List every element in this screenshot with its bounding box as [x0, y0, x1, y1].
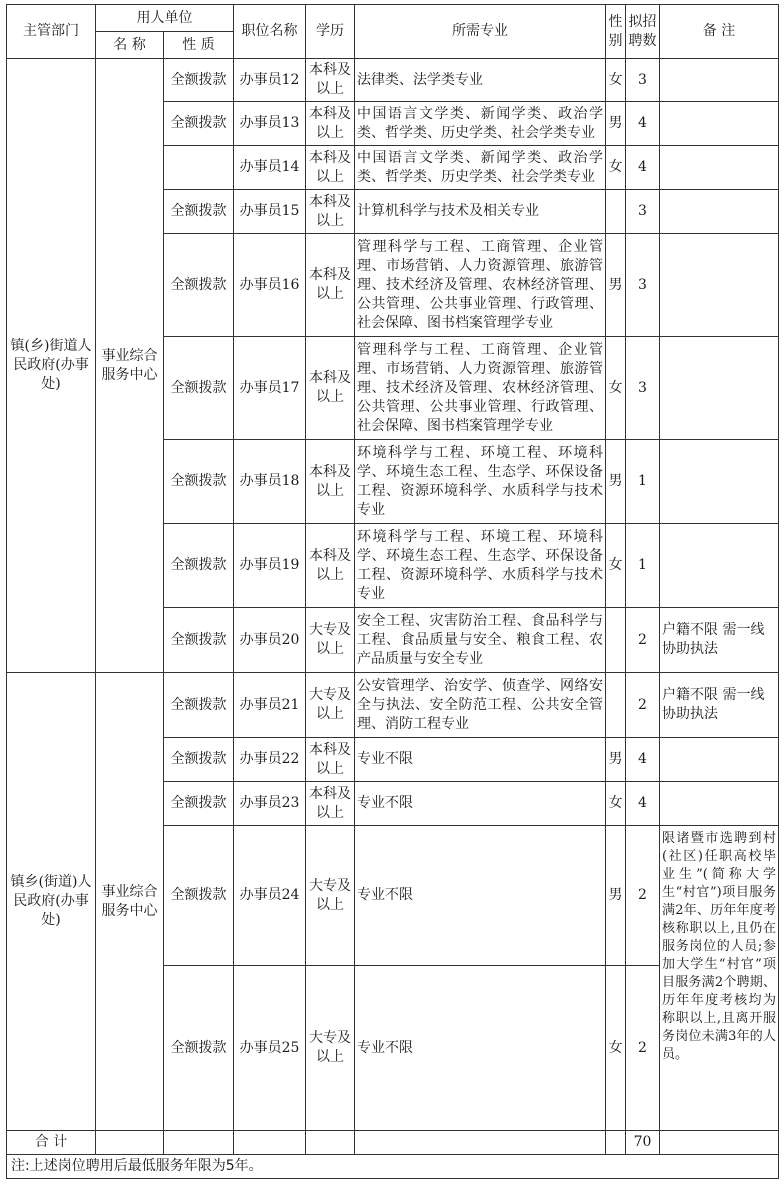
header-gender: 性别: [606, 5, 626, 59]
major-cell: 管理科学与工程、工商管理、企业管理、市场营销、人力资源管理、旅游管理、技术经济及管理、农林经济管理、公共管理、公共事业管理、行政管理、社会保障、图书档案管理学专业: [355, 234, 606, 337]
header-unit-name: 名 称: [96, 32, 164, 59]
position-cell: 办事员14: [234, 146, 306, 190]
major-cell: 管理科学与工程、工商管理、企业管理、市场营销、人力资源管理、旅游管理、技术经济及管理、农林经济管理、公共管理、公共事业管理、行政管理、社会保障、图书档案管理学专业: [355, 337, 606, 440]
unit-cell-group2: 事业综合服务中心: [96, 673, 164, 1131]
gender-cell: [606, 608, 626, 673]
table-row: [7, 59, 779, 102]
major-cell: 公安管理学、治安学、侦查学、网络安全与执法、安全防范工程、公共安全管理、消防工程专业: [355, 673, 606, 738]
nature-cell: 全额拨款: [164, 673, 234, 738]
nature-cell: 全额拨款: [164, 234, 234, 337]
gender-cell: 女: [606, 966, 626, 1131]
gender-cell: 男: [606, 440, 626, 524]
education-cell: 本科及以上: [306, 234, 355, 337]
major-cell: 中国语言文学类、新闻学类、政治学类、哲学类、历史学类、社会学类专业: [355, 102, 606, 146]
education-cell: 本科及以上: [306, 524, 355, 608]
position-cell: 办事员17: [234, 337, 306, 440]
remarks-cell: [660, 337, 779, 440]
nature-cell: 全额拨款: [164, 337, 234, 440]
remarks-cell: [660, 102, 779, 146]
major-cell: 专业不限: [355, 738, 606, 782]
position-cell: 办事员22: [234, 738, 306, 782]
header-quota: 拟招聘数: [626, 5, 660, 59]
dept-cell-group2: 镇乡(街道)人民政府(办事处): [7, 673, 96, 1131]
remarks-cell: [660, 234, 779, 337]
major-cell: 环境科学与工程、环境工程、环境科学、环境生态工程、生态学、环保设备工程、资源环境科学、水质科学与技术专业: [355, 440, 606, 524]
remarks-cell: [660, 782, 779, 826]
header-dept: 主管部门: [7, 5, 96, 59]
quota-cell: 3: [626, 59, 660, 102]
position-cell: 办事员20: [234, 608, 306, 673]
nature-cell: 全额拨款: [164, 608, 234, 673]
nature-cell: 全额拨款: [164, 966, 234, 1131]
remarks-cell: [660, 146, 779, 190]
quota-cell: 3: [626, 190, 660, 234]
gender-cell: [606, 673, 626, 738]
quota-cell: 3: [626, 337, 660, 440]
quota-cell: 4: [626, 782, 660, 826]
education-cell: 本科及以上: [306, 146, 355, 190]
major-cell: 专业不限: [355, 826, 606, 966]
education-cell: 本科及以上: [306, 440, 355, 524]
gender-cell: 女: [606, 524, 626, 608]
education-cell: 本科及以上: [306, 59, 355, 102]
remarks-cell: [660, 524, 779, 608]
nature-cell: 全额拨款: [164, 826, 234, 966]
footnote-row: [7, 1155, 779, 1179]
major-cell: 安全工程、灾害防治工程、食品科学与工程、食品质量与安全、粮食工程、农产品质量与安全专业: [355, 608, 606, 673]
header-unit-nature: 性 质: [164, 32, 234, 59]
total-empty-cell: [96, 1131, 164, 1155]
gender-cell: [606, 190, 626, 234]
total-label: 合 计: [7, 1131, 96, 1155]
education-cell: 大专及以上: [306, 673, 355, 738]
gender-cell: 女: [606, 782, 626, 826]
quota-cell: 3: [626, 234, 660, 337]
remarks-cell: [660, 440, 779, 524]
header-employer: 用人单位: [96, 5, 234, 32]
gender-cell: 女: [606, 59, 626, 102]
nature-cell: 全额拨款: [164, 190, 234, 234]
unit-cell-group1: 事业综合服务中心: [96, 59, 164, 673]
recruitment-table: [6, 4, 779, 1179]
position-cell: 办事员18: [234, 440, 306, 524]
nature-cell: 全额拨款: [164, 524, 234, 608]
education-cell: 本科及以上: [306, 190, 355, 234]
education-cell: 本科及以上: [306, 102, 355, 146]
total-empty-cell: [606, 1131, 626, 1155]
quota-cell: 2: [626, 608, 660, 673]
position-cell: 办事员23: [234, 782, 306, 826]
quota-cell: 2: [626, 826, 660, 966]
gender-cell: 男: [606, 826, 626, 966]
quota-cell: 1: [626, 524, 660, 608]
nature-cell: 全额拨款: [164, 782, 234, 826]
total-row: [7, 1131, 779, 1155]
remarks-cell: 户籍不限 需一线协助执法: [660, 673, 779, 738]
nature-cell: 全额拨款: [164, 102, 234, 146]
quota-cell: 4: [626, 102, 660, 146]
total-empty-cell: [164, 1131, 234, 1155]
position-cell: 办事员21: [234, 673, 306, 738]
gender-cell: 男: [606, 738, 626, 782]
major-cell: 环境科学与工程、环境工程、环境科学、环境生态工程、生态学、环保设备工程、资源环境科学、水质科学与技术专业: [355, 524, 606, 608]
total-empty-cell: [234, 1131, 306, 1155]
position-cell: 办事员25: [234, 966, 306, 1131]
education-cell: 大专及以上: [306, 608, 355, 673]
total-empty-cell: [660, 1131, 779, 1155]
position-cell: 办事员16: [234, 234, 306, 337]
nature-cell: 全额拨款: [164, 738, 234, 782]
nature-cell: 全额拨款: [164, 59, 234, 102]
major-cell: 专业不限: [355, 966, 606, 1131]
header-position: 职位名称: [234, 5, 306, 59]
table-row: [7, 673, 779, 738]
education-cell: 本科及以上: [306, 738, 355, 782]
footnote: 注:上述岗位聘用后最低服务年限为5年。: [7, 1155, 779, 1179]
header-education: 学历: [306, 5, 355, 59]
gender-cell: 男: [606, 234, 626, 337]
major-cell: 法律类、法学类专业: [355, 59, 606, 102]
education-cell: 大专及以上: [306, 826, 355, 966]
gender-cell: 女: [606, 146, 626, 190]
nature-cell: 全额拨款: [164, 440, 234, 524]
header-major: 所需专业: [355, 5, 606, 59]
merged-remarks-cell: 限诸暨市选聘到村(社区)任职高校毕业生”(简称大学生“村官”)项目服务满2年、历年年度考核称职以上,且仍在服务岗位的人员;参加大学生“村官”项目服务满2个聘期、历年年度考核均为称职以上,且离开服务岗位未满3年的人员。: [660, 826, 779, 1131]
education-cell: 大专及以上: [306, 966, 355, 1131]
position-cell: 办事员13: [234, 102, 306, 146]
gender-cell: 女: [606, 337, 626, 440]
quota-cell: 4: [626, 738, 660, 782]
position-cell: 办事员15: [234, 190, 306, 234]
major-cell: 计算机科学与技术及相关专业: [355, 190, 606, 234]
education-cell: 本科及以上: [306, 337, 355, 440]
remarks-cell: [660, 738, 779, 782]
total-quota: 70: [626, 1131, 660, 1155]
gender-cell: 男: [606, 102, 626, 146]
education-cell: 本科及以上: [306, 782, 355, 826]
quota-cell: 2: [626, 966, 660, 1131]
major-cell: 中国语言文学类、新闻学类、政治学类、哲学类、历史学类、社会学类专业: [355, 146, 606, 190]
header-remarks: 备 注: [660, 5, 779, 59]
total-empty-cell: [306, 1131, 355, 1155]
remarks-cell: [660, 59, 779, 102]
position-cell: 办事员24: [234, 826, 306, 966]
total-empty-cell: [355, 1131, 606, 1155]
major-cell: 专业不限: [355, 782, 606, 826]
quota-cell: 1: [626, 440, 660, 524]
quota-cell: 2: [626, 673, 660, 738]
quota-cell: 4: [626, 146, 660, 190]
dept-cell-group1: 镇(乡)街道人民政府(办事处): [7, 59, 96, 673]
position-cell: 办事员12: [234, 59, 306, 102]
nature-cell: [164, 146, 234, 190]
position-cell: 办事员19: [234, 524, 306, 608]
recruitment-table-sheet: [6, 4, 778, 1179]
remarks-cell: 户籍不限 需一线协助执法: [660, 608, 779, 673]
remarks-cell: [660, 190, 779, 234]
